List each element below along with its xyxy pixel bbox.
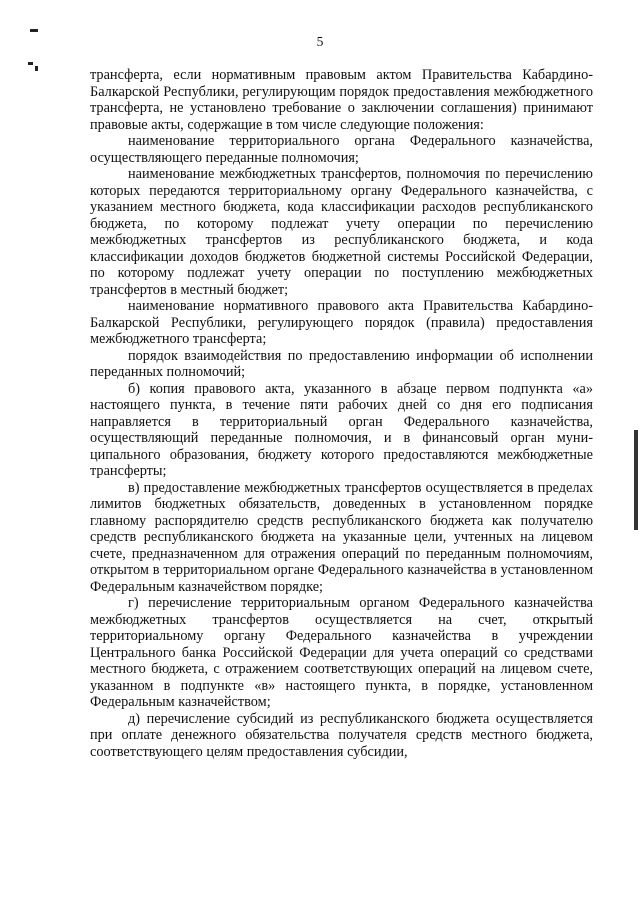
page-number: 5 xyxy=(316,34,324,49)
scan-artifact-mark xyxy=(30,29,38,32)
paragraph: трансферта, если нормативным правовым актом Правительства Кабардино-Балкарской Республики, регулирующим порядок предоставления межбюджетного трансферта, не установлено требование о заключении соглашения) принимают правовые акты, содержащие в том числе следующие положения: xyxy=(90,67,593,133)
paragraph: в) предоставление межбюджетных трансфертов осуществляется в пределах лимитов бюджетных обязательств, доведенных в установленном порядке главному распорядителю средств республиканского бюджета как получателю средств республиканского бюджета на указанные цели, учтенных на лицевом счете, предназначенном для отражения операций по переданным полномочиям, открытом в территориальном органе Федерального казначейства в установленном Федеральным казначейством порядке; xyxy=(90,479,593,595)
paragraph: д) перечисление субсидий из республиканского бюджета осуществляется при оплате денежного обязательства получателя средств местного бюджета, соответствующего целям предоставления субсидии, xyxy=(90,710,593,760)
scan-artifact-mark xyxy=(28,62,33,65)
paragraph: порядок взаимодействия по предоставлению информации об исполнении переданных полномочий; xyxy=(90,347,593,380)
paragraph: наименование территориального органа Федерального казначейства, осуществляющего переданные полномочия; xyxy=(90,133,593,166)
document-body xyxy=(90,67,593,760)
paragraph: г) перечисление территориальным органом Федерального казначейства межбюджетных трансфертов осуществляется на счет, открытый территориальному органу Федерального казначейства в учреждении Центрального банка Российской Федерации для учета операций со средствами местного бюджета, с отражением соответствующих операций на лицевом счете, указанном в подпункте «в» настоящего пункта, в порядке, установленном Федеральным казначейством; xyxy=(90,595,593,710)
scan-edge-shadow xyxy=(634,430,638,530)
paragraph: б) копия правового акта, указанного в абзаце первом подпункта «а» настоящего пункта, в течение пяти рабочих дней со дня его подписания направляется в территориальный орган Федерального казначейства, осуществляющий переданные полномочия, и в финансовый орган муниципального образования, бюджету которого предоставляются межбюджетные трансферты; xyxy=(90,380,593,479)
scan-artifact-mark xyxy=(35,66,38,71)
paragraph: наименование нормативного правового акта Правительства Кабардино-Балкарской Республики, регулирующего порядок (правила) предоставления межбюджетного трансферта; xyxy=(90,298,593,347)
paragraph: наименование межбюджетных трансфертов, полномочия по перечислению которых передаются территориальному органу Федерального казначейства, с указанием местного бюджета, кода классификации расходов республиканского бюджета, по которому подлежат учету операции по перечислению межбюджетных трансфертов из республиканского бюджета, и кода классификации доходов бюджетов бюджетной системы Российской Федерации, по которому подлежат учету операции по поступлению межбюджетных трансфертов в местный бюджет; xyxy=(90,166,593,298)
